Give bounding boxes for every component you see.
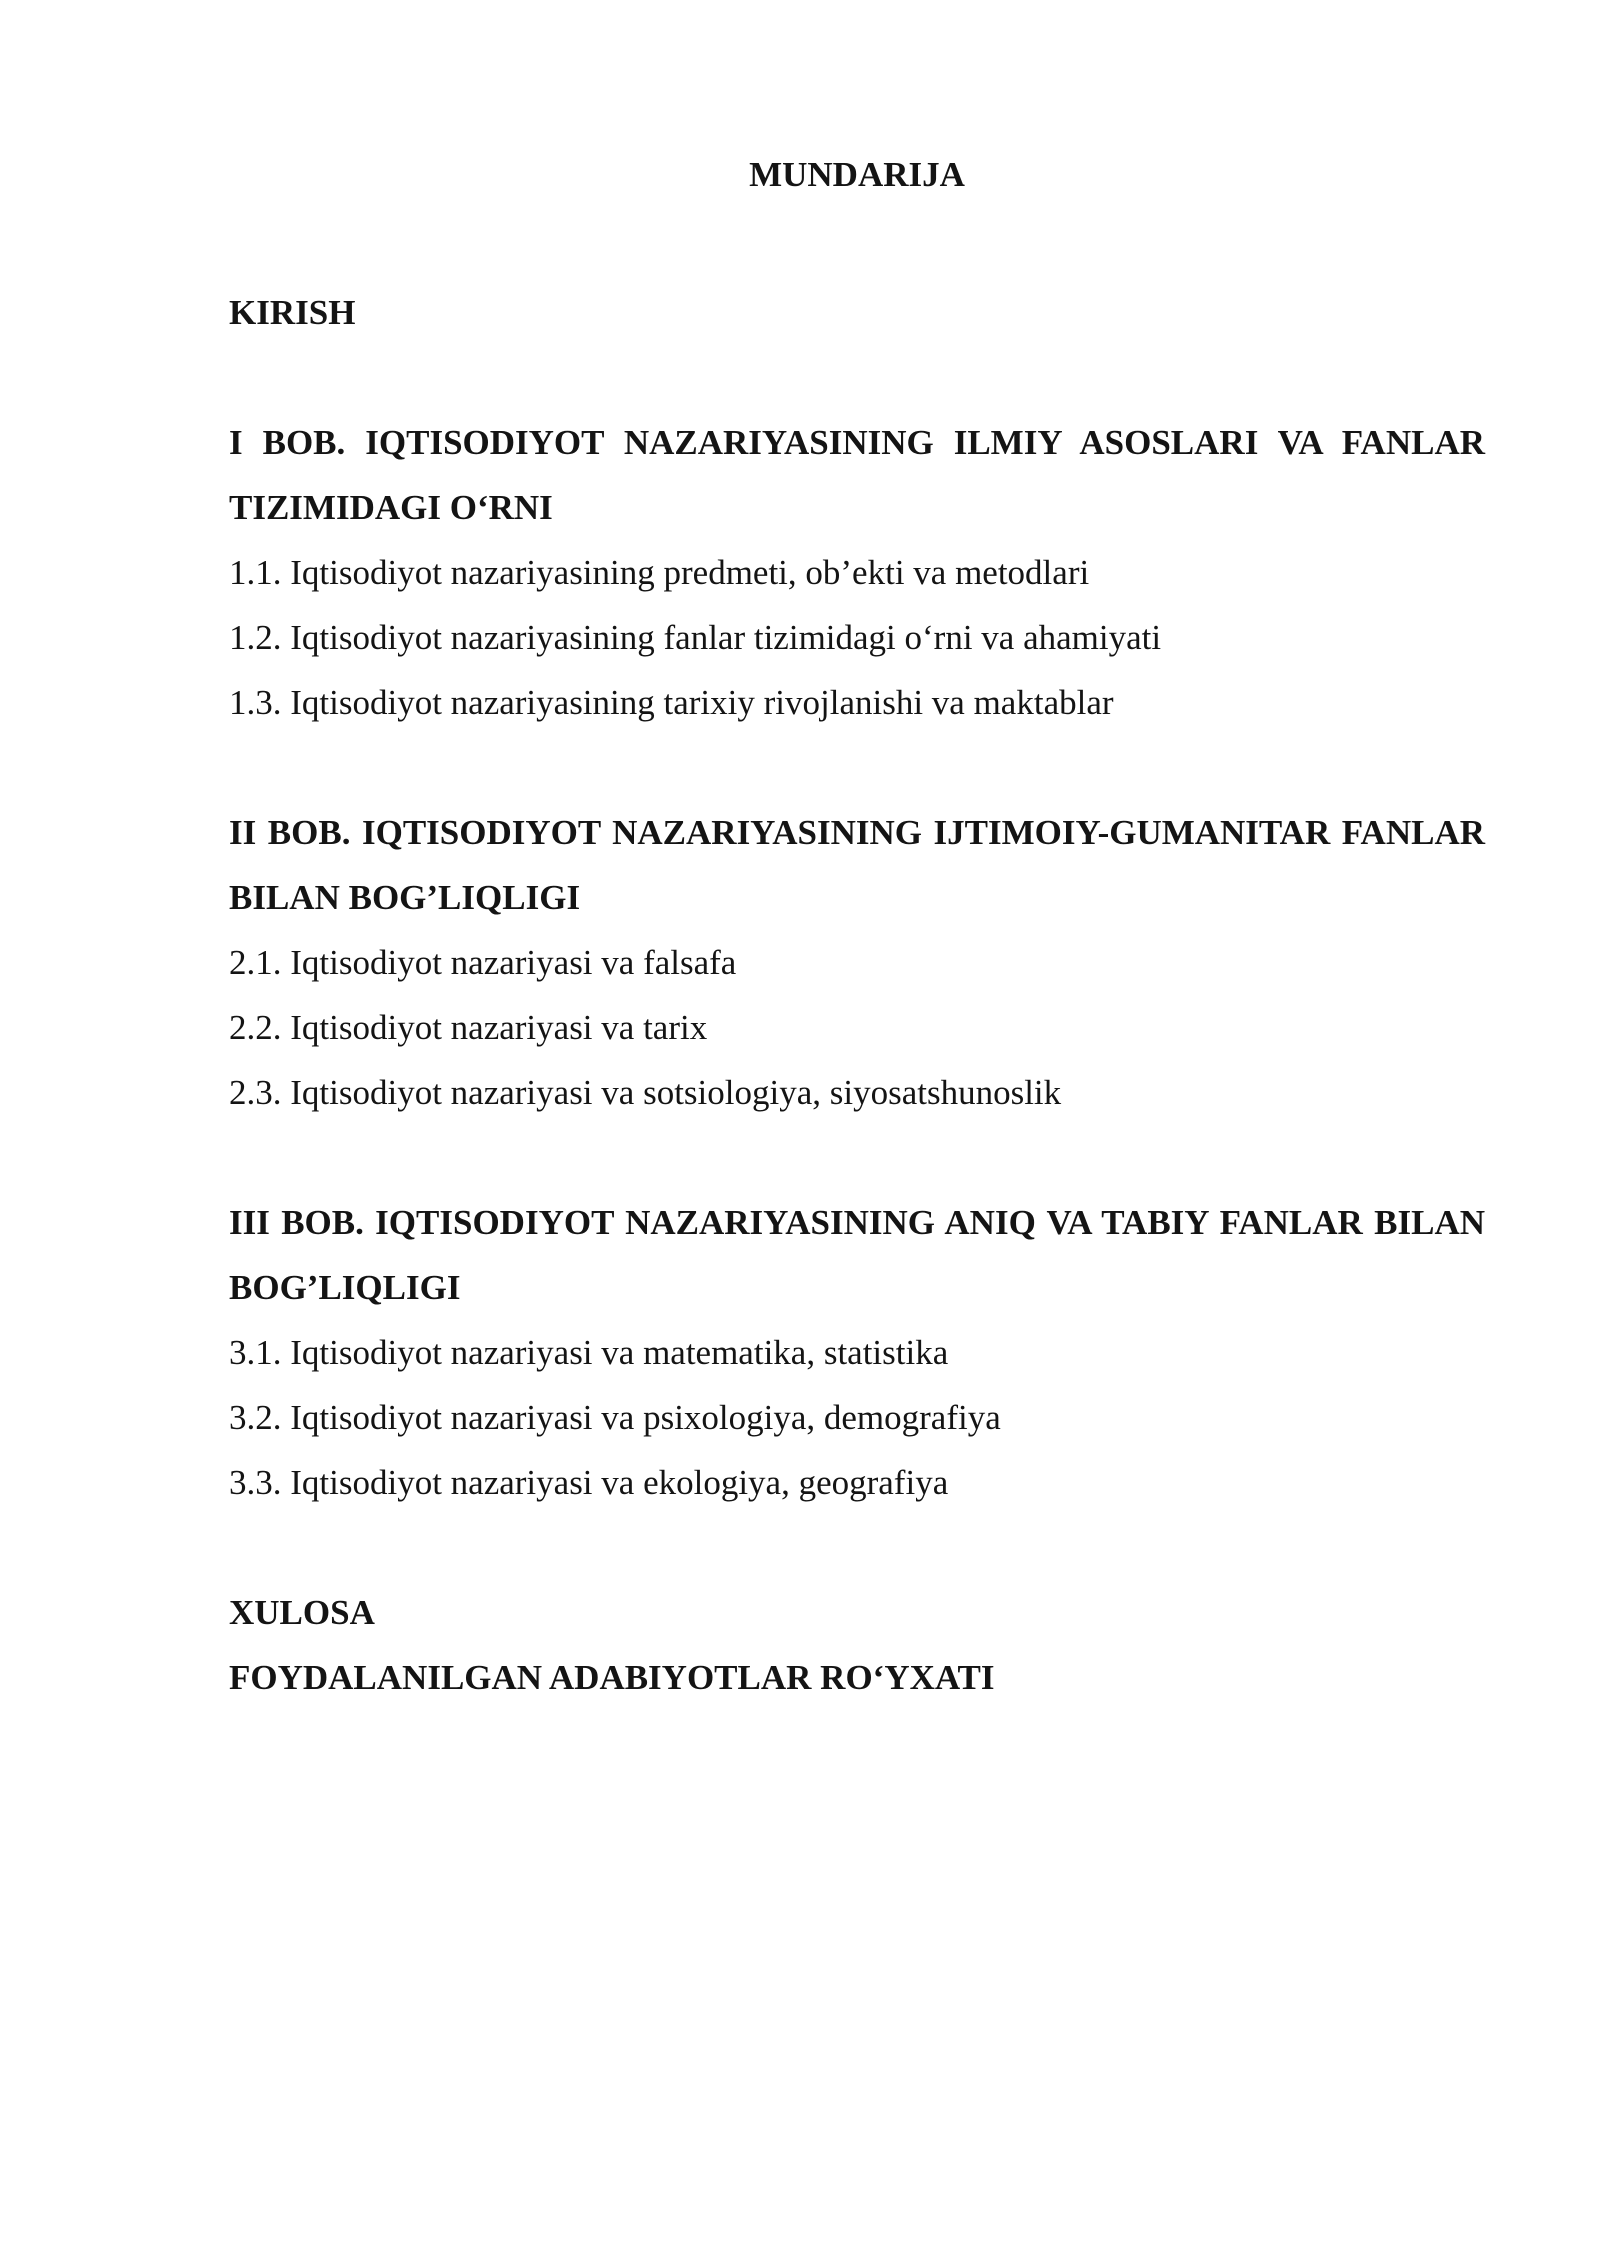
toc-chapter-1 bbox=[229, 410, 1485, 735]
toc-item: 1.3. Iqtisodiyot nazariyasining tarixiy rivojlanishi va maktablar bbox=[229, 683, 1114, 722]
toc-conclusion-heading: XULOSA bbox=[229, 1593, 375, 1632]
toc-intro-heading: KIRISH bbox=[229, 293, 356, 332]
toc-title: MUNDARIJA bbox=[749, 155, 965, 194]
toc-item: 2.3. Iqtisodiyot nazariyasi va sotsiologiya, siyosatshunoslik bbox=[229, 1073, 1062, 1112]
toc-item: 1.1. Iqtisodiyot nazariyasining predmeti, ob’ekti va metodlari bbox=[229, 553, 1090, 592]
chapter-heading: I BOB. IQTISODIYOT NAZARIYASINING ILMIY ASOSLARI VA FANLAR TIZIMIDAGI O‘RNI bbox=[229, 423, 1485, 527]
toc-item: 2.2. Iqtisodiyot nazariyasi va tarix bbox=[229, 1008, 708, 1047]
toc-chapter-2 bbox=[229, 800, 1485, 1125]
toc-item: 3.3. Iqtisodiyot nazariyasi va ekologiya, geografiya bbox=[229, 1463, 949, 1502]
toc-item: 1.2. Iqtisodiyot nazariyasining fanlar tizimidagi o‘rni va ahamiyati bbox=[229, 618, 1162, 657]
toc-references-heading: FOYDALANILGAN ADABIYOTLAR RO‘YXATI bbox=[229, 1658, 995, 1697]
toc-chapter-3 bbox=[229, 1190, 1485, 1515]
toc-closing bbox=[229, 1580, 1485, 1710]
chapter-heading: II BOB. IQTISODIYOT NAZARIYASINING IJTIMOIY-GUMANITAR FANLAR BILAN BOG’LIQLIGI bbox=[229, 813, 1485, 917]
table-of-contents bbox=[229, 150, 1485, 1710]
chapter-heading: III BOB. IQTISODIYOT NAZARIYASINING ANIQ VA TABIY FANLAR BILAN BOG’LIQLIGI bbox=[229, 1203, 1485, 1307]
toc-item: 3.1. Iqtisodiyot nazariyasi va matematika, statistika bbox=[229, 1333, 949, 1372]
toc-item: 3.2. Iqtisodiyot nazariyasi va psixologiya, demografiya bbox=[229, 1398, 1001, 1437]
toc-item: 2.1. Iqtisodiyot nazariyasi va falsafa bbox=[229, 943, 737, 982]
